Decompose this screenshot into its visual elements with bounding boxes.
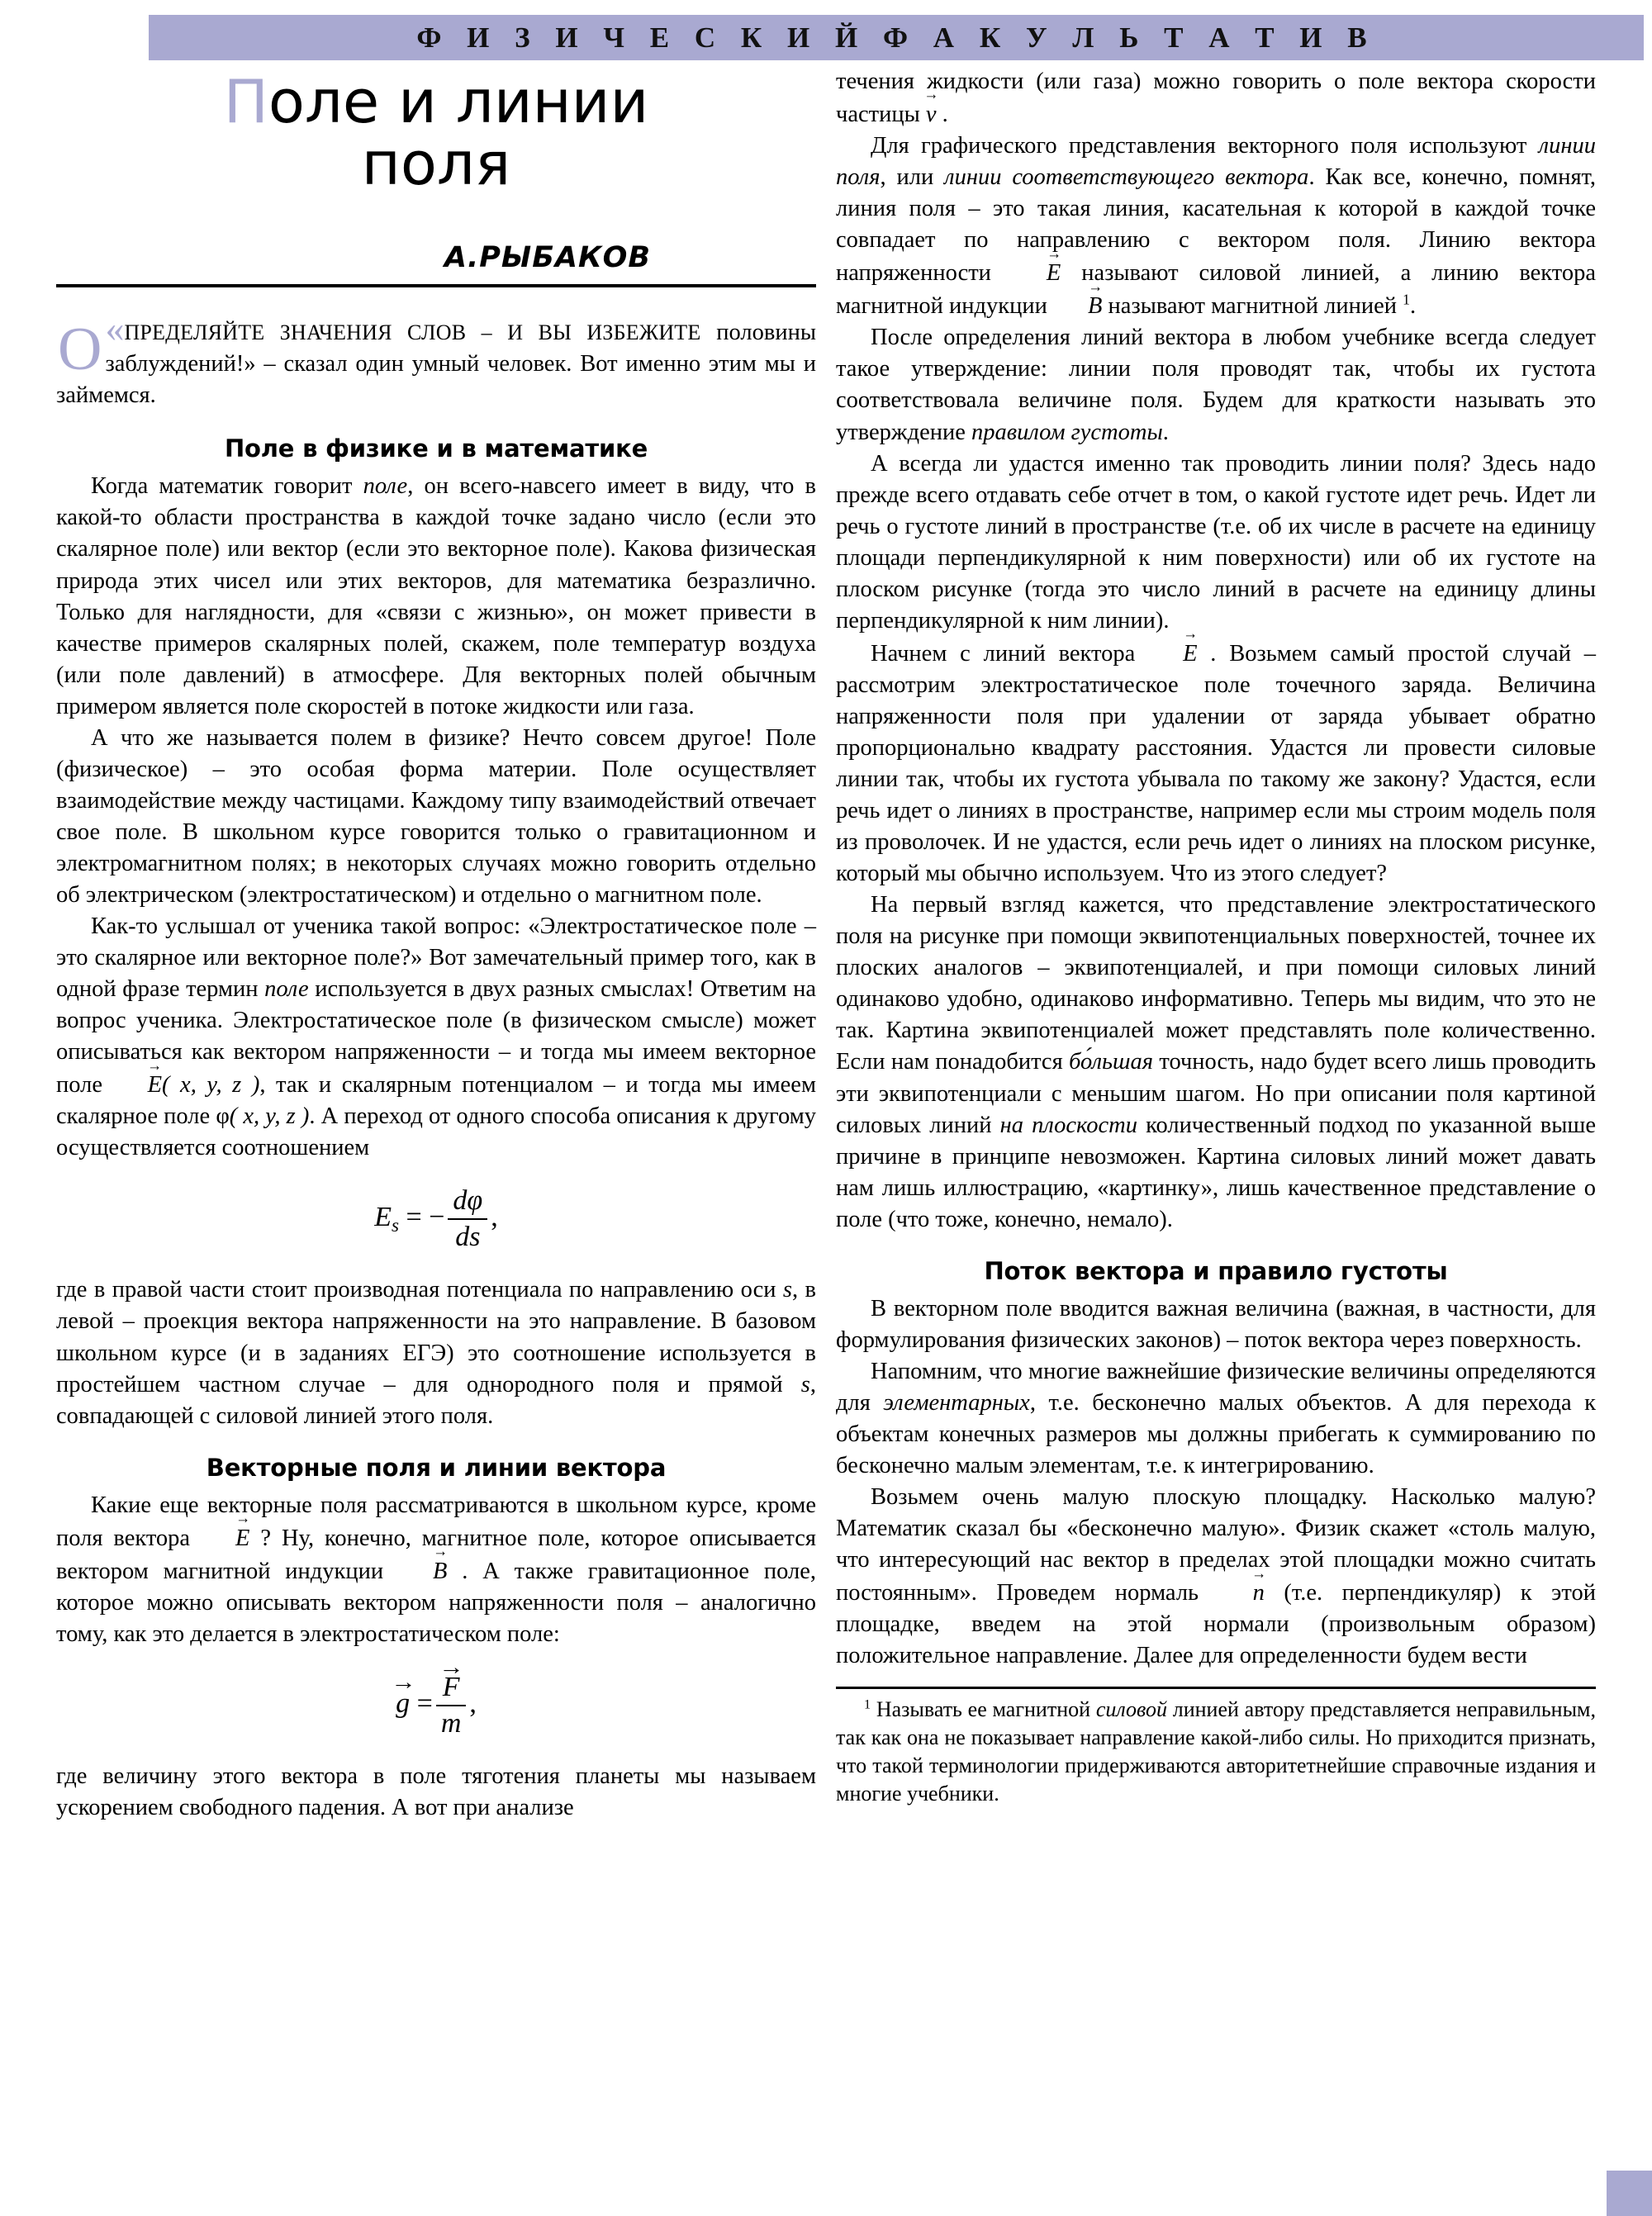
header-banner-title: Ф И З И Ч Е С К И Й Ф А К У Л Ь Т А Т И В <box>416 21 1376 54</box>
paragraph <box>56 911 816 1164</box>
formula-gravity <box>56 1672 816 1739</box>
text-run: Как-то услышал от ученика такой вопрос: «Электростатическое поле – это скалярное или векторное поле?» Вот замечательный пример того, как в одной фразе термин <box>56 913 816 1003</box>
formula-fraction <box>448 1185 487 1253</box>
lead-rest: половины заблуждений!» – сказал один умный человек. Вот именно этим мы и займемся. <box>56 319 816 408</box>
text-run: . А переход от одного способа описания к другому осуществляется соотношением <box>56 1103 816 1161</box>
inline-math-vector-E: E → <box>113 1068 162 1101</box>
text-run: После определения линий вектора в любом учебнике всегда следует такое утверждение: линии поля проводят так, чтобы их густота соответствовала величине поля. Будем для краткости называть это утверждение <box>836 325 1596 445</box>
corner-accent-block <box>1607 2171 1652 2216</box>
text-run: , или <box>880 164 945 191</box>
emphasis-pole: поле <box>363 473 408 500</box>
title-divider <box>56 284 816 287</box>
paragraph <box>836 637 1596 890</box>
formula-lhs: E <box>374 1202 392 1233</box>
paragraph: А всегда ли удастся именно так проводить линии поля? Здесь надо прежде всего отдавать себе отчет в том, о какой густоте идет речь. Идет ли речь о густоте линий в пространстве (т.е. об их числе в расчете на единицу площади перпендикулярной к ним поверхности) или об их густоте на плоском рисунке (тогда это число линий в расчете на единицу длины перпендикулярной к ним линии). <box>836 450 1596 633</box>
paragraph <box>836 66 1596 130</box>
text-run: . <box>936 102 948 128</box>
title-line-2: поля <box>361 128 511 198</box>
paragraph: А что же называется полем в физике? Нечто совсем другое! Поле (физическое) – это особая форма материи. Поле осуществляет взаимодействие между частицами. Каждому типу взаимодействий отвечает свое поле. В школьном курсе говорится только о гравитационном и электромагнитном полях; в некоторых случаях можно говорить отдельно об электрическом (электростатическом) и отдельно о магнитном поле. <box>56 724 816 908</box>
emphasis-force: силовой <box>1095 1697 1167 1722</box>
emphasis-line-s: s <box>800 1371 810 1397</box>
emphasis-axis-s: s <box>782 1277 792 1303</box>
text-run: точность, надо будет всего лишь проводить эти эквипотенциали с меньшим шагом. Но при описании поля картиной силовых линий <box>836 1049 1596 1138</box>
formula-field-potential <box>56 1185 816 1253</box>
inline-math-vector-E: E → <box>1148 637 1197 670</box>
text-run: Называть ее магнитной <box>871 1697 1096 1722</box>
title-rest: оле и линии <box>268 67 649 136</box>
masthead <box>56 66 816 287</box>
formula-numerator-vector-F: F → <box>436 1672 467 1705</box>
inline-math-vector-n: n → <box>1218 1576 1265 1609</box>
title-drop-letter: П <box>223 67 268 136</box>
formula-comma: , <box>469 1687 477 1719</box>
footnote-divider <box>836 1687 1596 1689</box>
formula-denominator: ds <box>448 1218 487 1253</box>
footnote-reference[interactable]: 1 <box>1403 291 1410 308</box>
footnote-block <box>836 1687 1596 1807</box>
author-name: А.РЫБАКОВ <box>444 240 651 274</box>
text-run: . А также гравитационное поле, которое можно описывать вектором напряженности поля – аналогично тому, как это делается в электростатическом поле: <box>56 1558 816 1647</box>
section-heading-vector-flux: Поток вектора и правило густоты <box>984 1256 1448 1285</box>
formula-fraction <box>436 1672 467 1739</box>
text-run: На первый взгляд кажется, что представление электростатического поля на рисунке при помощи эквипотенциальных поверхностей, точнее их плоских аналогов – эквипотенциалей, и при помощи силовых линий одинаково удобно, одинаково информативно. Теперь мы видим, что это не так. Картина эквипотенциалей может представлять поле количественно. Если нам понадобится <box>836 892 1596 1075</box>
formula-operator: = <box>416 1687 433 1719</box>
footnote-marker: 1 <box>864 1697 871 1712</box>
formula-lhs-vector-g: g → <box>396 1687 410 1720</box>
text-run: , в левой – проекция вектора напряженности на это направление. В базовом школьном курсе (и в заданиях ЕГЭ) это соотношение используется в простейшем частном случае – для однородного поля и прямой <box>56 1277 816 1397</box>
left-column <box>56 66 816 1824</box>
paragraph <box>56 1274 816 1431</box>
paragraph <box>56 471 816 722</box>
lead-paragraph <box>56 306 816 411</box>
paragraph <box>836 130 1596 322</box>
text-run: где в правой части стоит производная потенциала по направлению оси <box>56 1277 783 1303</box>
text-run: Возьмем очень малую плоскую площадку. Насколько малую? Математик сказал бы «бесконечно малую». Физик скажет «столь малую, что интересующий нас вектор в пределах этой площадки можно считать постоянным». Проведем нормаль <box>836 1484 1596 1606</box>
text-run: , он всего-навсего имеет в виду, что в какой-то области пространства в каждой точке задано число (если это скалярное поле) или вектор (если это векторное поле). Какова физическая природа этих чисел или этих векторов, для математика безразлично. Только для наглядности, для «связи с жизнью», он может привести в качестве примеров скалярных полей, скажем, поле температур воздуха (или поле давлений) в атмосфере. Для векторных полей обычным примером является поле скоростей в потоке жидкости или газа. <box>56 473 817 719</box>
text-run: , так и скалярным потенциалом – и тогда мы имеем скалярное поле <box>56 1072 816 1130</box>
text-run: Для графического представления векторного поля используют <box>871 133 1539 159</box>
emphasis-field-lines: линии поля <box>836 133 1596 191</box>
text-run: линией автору представляется неправильным, так как она не показывает направление какой-либо силы. Но приходится признать, что такой терминологии придерживаются авторитетнейшие справочные издания и многие учебники. <box>836 1697 1597 1806</box>
emphasis-greater-accuracy: бо́льшая <box>1069 1049 1153 1075</box>
section-heading-field-in-physics: Поле в физике и в математике <box>224 434 648 463</box>
emphasis-elementary: элементарных <box>883 1389 1030 1416</box>
paragraph <box>836 1482 1596 1672</box>
text-run: Напомним, что многие важнейшие физические величины определяются для <box>836 1358 1596 1416</box>
formula-subscript: s <box>392 1215 400 1237</box>
text-run: . Как все, конечно, помнят, линия поля – это такая линия, касательная к которой в каждой точке совпадает по направлению с вектором поля. Линию вектора напряженности <box>836 164 1596 287</box>
inline-math-phi: φ <box>216 1103 230 1130</box>
text-run: . <box>1409 293 1417 320</box>
text-run: . Возьмем самый простой случай – рассмотрим электростатическое поле точечного заряда. Величина напряженности поля при удалении от заряда убывает обратно пропорционально квадрату расстояния. Удастся ли провести силовые линии так, чтобы их густота убывала по такому же закону? Удастся, если речь идет о линиях в пространстве, например если мы строим модель поля из проволочек. И не удастся, если речь идет о линиях на плоском рисунке, который мы обычно используем. Что из этого следует? <box>836 640 1596 887</box>
paragraph <box>836 1356 1596 1482</box>
lead-smallcaps: ПРЕДЕЛЯЙТЕ ЗНАЧЕНИЯ СЛОВ – И ВЫ ИЗБЕЖИТЕ <box>124 320 701 344</box>
section-heading-vector-fields: Векторные поля и линии вектора <box>206 1453 667 1482</box>
paragraph: В векторном поле вводится важная величина (важная, в частности, для формулирования физических законов) – поток вектора через поверхность. <box>836 1295 1596 1353</box>
text-run: называют силовой линией, а линию вектора магнитной индукции <box>836 260 1596 320</box>
footnote-text <box>836 1696 1596 1807</box>
inline-math-vector-B: B → <box>398 1554 447 1587</box>
text-run: называют магнитной линией <box>1102 293 1403 320</box>
inline-math-args: ( x, y, z ) <box>162 1072 260 1099</box>
emphasis-on-plane: на плоскости <box>999 1112 1137 1138</box>
inline-math-vector-B: B → <box>1053 289 1102 322</box>
text-run: . <box>1162 419 1169 445</box>
inline-math-vector-E: E → <box>201 1521 249 1554</box>
formula-comma: , <box>491 1202 498 1233</box>
emphasis-pole: поле <box>264 976 309 1003</box>
emphasis-density-rule: правилом густоты <box>971 419 1163 445</box>
formula-numerator: dφ <box>453 1185 483 1217</box>
text-run: Какие еще векторные поля рассматриваются в школьном курсе, кроме поля вектора <box>56 1492 816 1551</box>
text-run: (т.е. перпендикуляр) к этой площадке, введем на этой нормали (произвольным образом) положительное направление. Далее для определенности будем вести <box>836 1580 1596 1669</box>
paragraph: где величину этого вектора в поле тяготения планеты мы называем ускорением свободного падения. А вот при анализе <box>56 1763 816 1820</box>
paragraph <box>56 1490 816 1650</box>
emphasis-vector-lines: линии соответствующего вектора <box>944 164 1309 191</box>
text-run: используется в двух разных смыслах! Ответим на вопрос ученика. Электростатическое поле (в физическом смысле) может описываться как вектором напряженности – и тогда мы имеем векторное поле <box>56 976 816 1099</box>
formula-operator: = − <box>406 1202 445 1233</box>
inline-math-vector-v: v → <box>926 97 937 130</box>
drop-cap: О <box>58 315 102 383</box>
text-run: количественный подход по указанной выше причине в принципе невозможен. Картина силовых линий может давать нам лишь иллюстрацию, «картинку», лишь качественное представление о поле (что тоже, конечно, немало). <box>836 1112 1596 1232</box>
text-run: Когда математик говорит <box>91 473 363 500</box>
inline-math-args: ( x, y, z ) <box>229 1103 310 1130</box>
text-run: ? Ну, конечно, магнитное поле, которое описывается вектором магнитной индукции <box>56 1525 816 1584</box>
text-run: течения жидкости (или газа) можно говорить о поле вектора скорости частицы <box>836 69 1596 128</box>
paragraph <box>836 322 1596 448</box>
open-quote: « <box>105 306 125 349</box>
text-run: , т.е. бесконечно малых объектов. А для перехода к объектам конечных размеров мы должны прибегать к суммированию по бесконечно малым элементам, т.е. к интегрированию. <box>836 1389 1596 1478</box>
text-run: Начнем с линий вектора <box>871 640 1149 667</box>
page-title <box>56 67 816 198</box>
inline-math-vector-E: E → <box>1012 256 1061 289</box>
text-run: , совпадающей с силовой линией этого поля. <box>56 1371 816 1429</box>
formula-denominator: m <box>436 1705 467 1739</box>
right-column <box>836 66 1596 1807</box>
paragraph <box>836 890 1596 1236</box>
